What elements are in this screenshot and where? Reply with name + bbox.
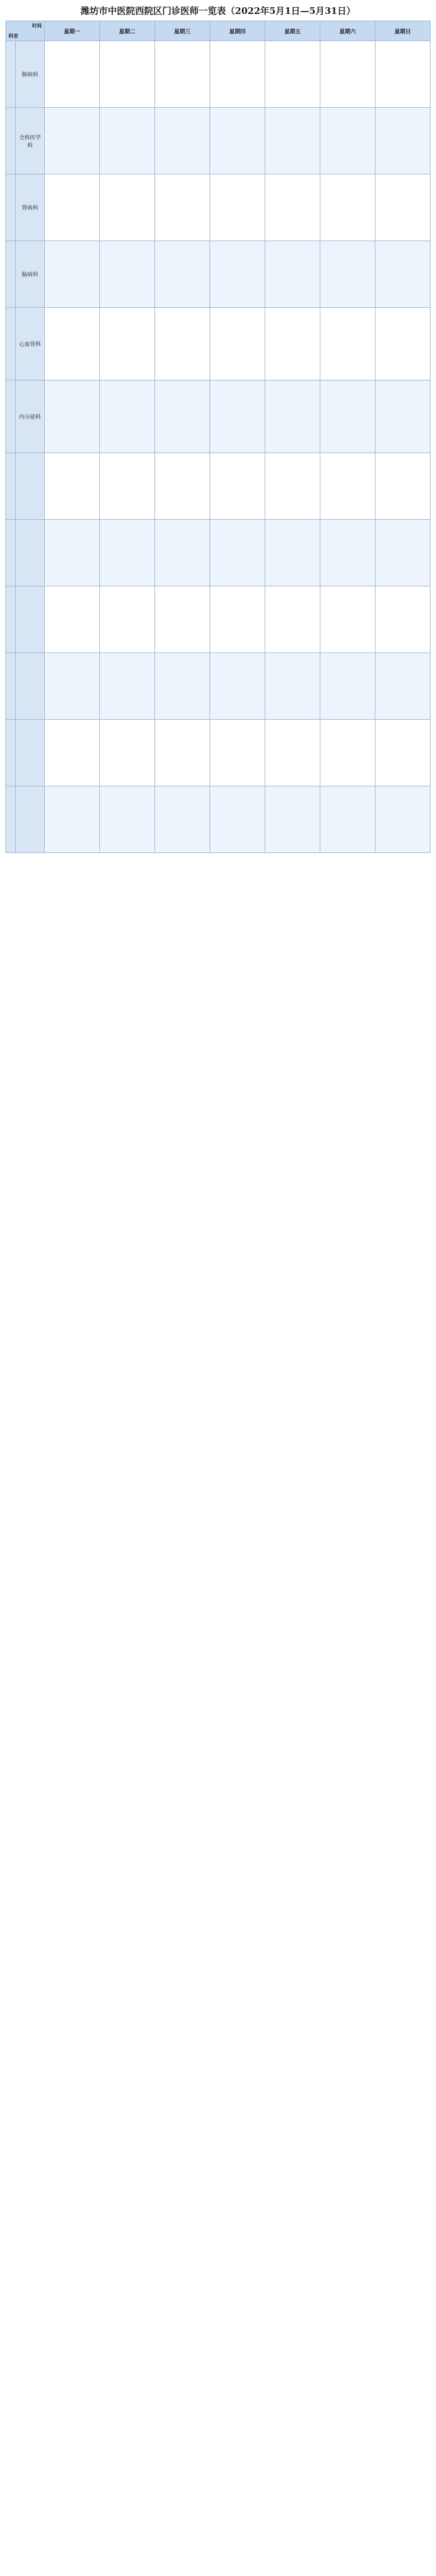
schedule-cell [375, 586, 431, 653]
schedule-cell [210, 520, 265, 586]
department-cell [16, 586, 45, 653]
header-day-fri: 星期五 [265, 21, 320, 41]
schedule-cell [100, 520, 155, 586]
table-row [6, 720, 431, 786]
schedule-body [6, 41, 431, 853]
schedule-cell [45, 308, 100, 380]
table-row [6, 520, 431, 586]
table-row [6, 786, 431, 853]
schedule-cell [100, 380, 155, 453]
schedule-cell [375, 174, 431, 241]
schedule-cell [375, 380, 431, 453]
schedule-cell [210, 41, 265, 108]
schedule-cell [320, 653, 375, 720]
schedule-cell [375, 653, 431, 720]
schedule-cell [210, 241, 265, 308]
schedule-cell [375, 720, 431, 786]
schedule-cell [155, 586, 210, 653]
department-cell: 内分泌科 [16, 380, 45, 453]
schedule-cell [155, 41, 210, 108]
schedule-cell [320, 720, 375, 786]
schedule-cell [155, 380, 210, 453]
schedule-cell [265, 653, 320, 720]
schedule-cell [210, 380, 265, 453]
schedule-cell [210, 453, 265, 520]
department-cell: 全科医学科 [16, 108, 45, 174]
schedule-cell [45, 653, 100, 720]
schedule-cell [155, 720, 210, 786]
schedule-cell [320, 586, 375, 653]
schedule-cell [375, 520, 431, 586]
header-day-sun: 星期日 [375, 21, 431, 41]
schedule-cell [265, 720, 320, 786]
schedule-cell [155, 653, 210, 720]
schedule-cell [265, 108, 320, 174]
department-cell [16, 720, 45, 786]
schedule-cell [265, 786, 320, 853]
department-cell [16, 453, 45, 520]
header-time-label: 时间 [32, 23, 42, 28]
category-cell [6, 453, 16, 520]
schedule-cell [265, 308, 320, 380]
schedule-cell [100, 41, 155, 108]
schedule-cell [45, 41, 100, 108]
schedule-cell [320, 174, 375, 241]
schedule-cell [265, 586, 320, 653]
schedule-cell [375, 786, 431, 853]
schedule-cell [45, 174, 100, 241]
table-header-row [6, 21, 431, 41]
schedule-cell [375, 108, 431, 174]
table-row [6, 174, 431, 241]
schedule-cell [155, 520, 210, 586]
schedule-cell [155, 174, 210, 241]
schedule-cell [265, 174, 320, 241]
schedule-cell [100, 241, 155, 308]
category-cell [6, 174, 16, 241]
schedule-cell [155, 108, 210, 174]
schedule-cell [320, 786, 375, 853]
schedule-cell [320, 520, 375, 586]
schedule-cell [45, 453, 100, 520]
schedule-cell [210, 586, 265, 653]
category-cell [6, 653, 16, 720]
schedule-cell [265, 380, 320, 453]
schedule-cell [100, 108, 155, 174]
schedule-cell [100, 786, 155, 853]
schedule-cell [210, 786, 265, 853]
table-row [6, 586, 431, 653]
schedule-cell [45, 720, 100, 786]
table-row [6, 241, 431, 308]
department-cell: 脑病科 [16, 241, 45, 308]
table-row [6, 380, 431, 453]
header-day-wed: 星期三 [155, 21, 210, 41]
schedule-cell [320, 308, 375, 380]
schedule-cell [210, 308, 265, 380]
table-row [6, 653, 431, 720]
category-cell [6, 108, 16, 174]
schedule-cell [155, 786, 210, 853]
schedule-cell [375, 308, 431, 380]
category-cell [6, 241, 16, 308]
department-cell: 肺病科 [16, 41, 45, 108]
schedule-cell [375, 241, 431, 308]
schedule-cell [210, 174, 265, 241]
schedule-cell [210, 108, 265, 174]
schedule-cell [320, 380, 375, 453]
category-cell [6, 786, 16, 853]
schedule-cell [155, 453, 210, 520]
header-corner-cell [6, 21, 45, 41]
schedule-cell [155, 308, 210, 380]
category-cell [6, 720, 16, 786]
schedule-cell [265, 453, 320, 520]
schedule-cell [100, 174, 155, 241]
schedule-cell [100, 586, 155, 653]
schedule-cell [155, 241, 210, 308]
schedule-cell [100, 653, 155, 720]
schedule-cell [100, 720, 155, 786]
category-cell [6, 586, 16, 653]
category-cell [6, 41, 16, 108]
schedule-cell [265, 520, 320, 586]
department-cell: 肾病科 [16, 174, 45, 241]
header-day-tue: 星期二 [100, 21, 155, 41]
schedule-cell [320, 241, 375, 308]
department-cell: 心血管科 [16, 308, 45, 380]
table-row [6, 308, 431, 380]
schedule-table [5, 21, 431, 853]
department-cell [16, 786, 45, 853]
schedule-cell [320, 41, 375, 108]
header-dept-label: 科室 [8, 33, 18, 39]
schedule-cell [375, 41, 431, 108]
schedule-cell [210, 653, 265, 720]
schedule-cell [45, 108, 100, 174]
schedule-cell [45, 241, 100, 308]
schedule-cell [320, 453, 375, 520]
schedule-cell [100, 453, 155, 520]
table-row [6, 453, 431, 520]
schedule-cell [45, 380, 100, 453]
schedule-cell [45, 586, 100, 653]
category-cell [6, 380, 16, 453]
schedule-cell [320, 108, 375, 174]
header-day-mon: 星期一 [45, 21, 100, 41]
schedule-cell [265, 241, 320, 308]
category-cell [6, 520, 16, 586]
page-title: 潍坊市中医院西院区门诊医师一览表（2022年5月1日—5月31日） [81, 5, 355, 16]
category-cell [6, 308, 16, 380]
schedule-cell [375, 453, 431, 520]
table-row [6, 108, 431, 174]
table-row [6, 41, 431, 108]
schedule-cell [45, 520, 100, 586]
schedule-cell [210, 720, 265, 786]
department-cell [16, 653, 45, 720]
department-cell [16, 520, 45, 586]
schedule-cell [45, 786, 100, 853]
header-day-sat: 星期六 [320, 21, 375, 41]
schedule-cell [100, 308, 155, 380]
schedule-cell [265, 41, 320, 108]
header-day-thu: 星期四 [210, 21, 265, 41]
